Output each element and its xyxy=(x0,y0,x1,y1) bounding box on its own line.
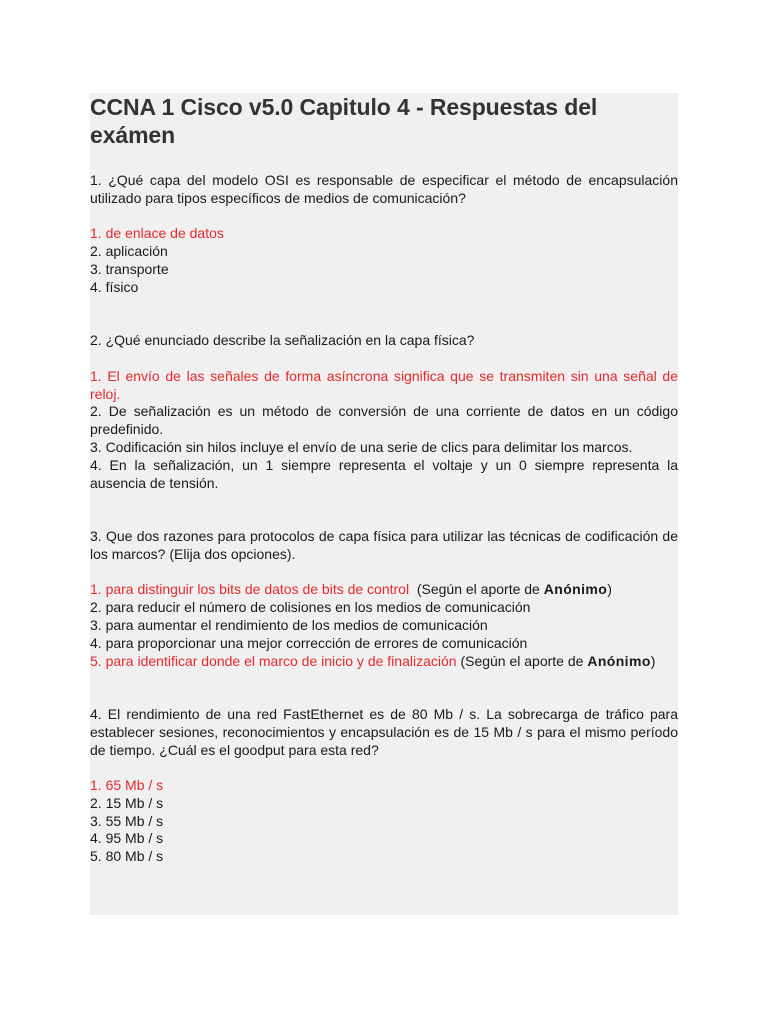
question-text: 4. El rendimiento de una red FastEthernet es de 80 Mb / s. La sobrecarga de tráfico para establecer sesiones, reconocimientos y encapsulación es de 15 Mb / s para el mismo período de tiempo. ¿Cuál es el goodput para esta red? xyxy=(90,705,678,758)
answer-option-correct xyxy=(90,653,678,671)
answer-list xyxy=(90,225,678,296)
answer-option-correct: 1. de enlace de datos xyxy=(90,225,224,242)
question-text: 3. Que dos razones para protocolos de capa física para utilizar las técnicas de codificación de los marcos? (Elija dos opciones). xyxy=(90,527,678,562)
contributor-note: (Según el aporte de Anónimo) xyxy=(416,581,612,598)
answer-option: 3. 55 Mb / s xyxy=(90,812,164,829)
answer-option: 2. 15 Mb / s xyxy=(90,794,164,811)
contributor-name: Anónimo xyxy=(587,652,651,669)
question-text: 2. ¿Qué enunciado describe la señalización en la capa física? xyxy=(90,332,475,349)
answer-list xyxy=(90,777,678,866)
contributor-name: Anónimo xyxy=(543,581,608,598)
contributor-note: (Según el aporte de Anónimo) xyxy=(460,652,656,669)
answer-option: 2. aplicación xyxy=(90,243,168,260)
answer-option: 4. físico xyxy=(90,278,139,295)
answer-option: 2. De señalización es un método de conversión de una corriente de datos en un código predefinido. xyxy=(90,403,678,438)
answer-option: 4. En la señalización, un 1 siempre representa el voltaje y un 0 siempre representa la ausencia de tensión. xyxy=(90,456,678,491)
spacer xyxy=(90,149,678,172)
question-block xyxy=(90,528,678,670)
answer-option: 2. para reducir el número de colisiones en los medios de comunicación xyxy=(90,599,531,616)
question-text: 1. ¿Qué capa del modelo OSI es responsable de especificar el método de encapsulación utilizado para tipos específicos de medios de comunicación? xyxy=(90,172,678,206)
answer-option: 4. para proporcionar una mejor corrección de errores de comunicación xyxy=(90,634,528,651)
answer-option: 3. para aumentar el rendimiento de los medios de comunicación xyxy=(90,616,488,633)
answer-option: 4. 95 Mb / s xyxy=(90,830,164,847)
answer-option-correct xyxy=(90,581,678,599)
answer-list xyxy=(90,368,678,493)
page-title: CCNA 1 Cisco v5.0 Capitulo 4 - Respuestas del exámen xyxy=(90,94,598,148)
answer-list xyxy=(90,581,678,670)
answer-option-correct: 1. 65 Mb / s xyxy=(90,777,164,794)
document-content xyxy=(90,93,678,866)
answer-option: 3. Codificación sin hilos incluye el envío de una serie de clics para delimitar los marcos. xyxy=(90,438,633,455)
answer-option: 3. transporte xyxy=(90,260,169,277)
answer-option-correct: 1. El envío de las señales de forma asíncrona significa que se transmiten sin una señal de reloj. xyxy=(90,367,678,402)
answer-option: 5. 80 Mb / s xyxy=(90,848,164,865)
question-block xyxy=(90,172,678,297)
answer-text: 5. para identificar donde el marco de inicio y de finalización xyxy=(90,652,457,669)
question-block xyxy=(90,332,678,492)
answer-text: 1. para distinguir los bits de datos de bits de control xyxy=(90,581,410,598)
question-block xyxy=(90,706,678,866)
